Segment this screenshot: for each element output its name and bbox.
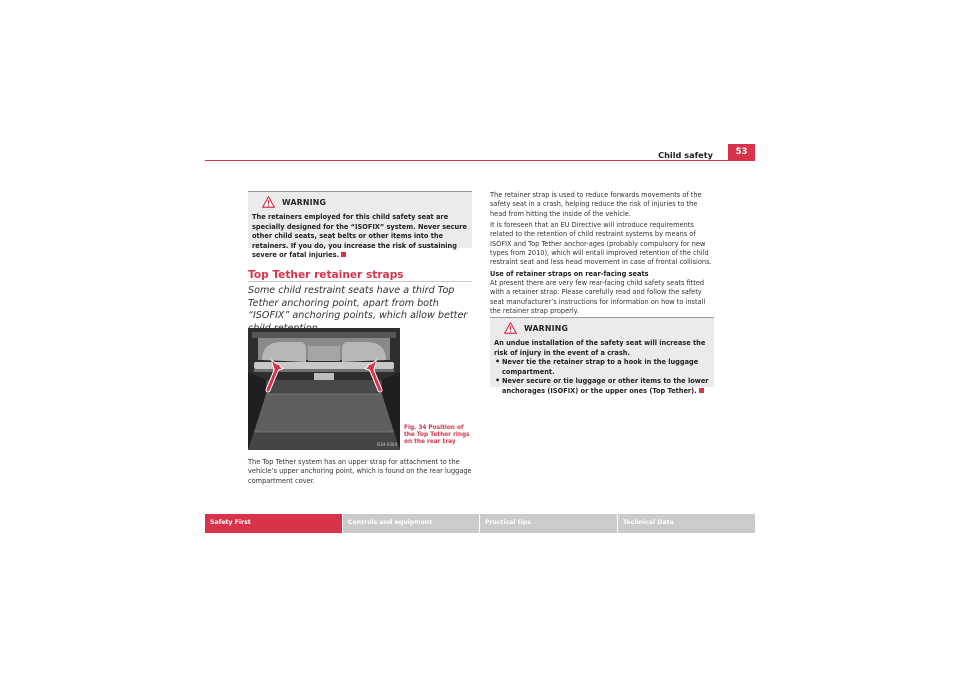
warning-intro: An undue installation of the safety seat will increase the risk of injury in the event of a crash. (494, 339, 706, 357)
warning-bullet (494, 377, 709, 396)
warning-bullet-text: Never secure or tie luggage or other items to the lower anchorages (ISOFIX) or the upper ones (Top Tether). (502, 377, 709, 395)
warning-bullet-text: Never tie the retainer strap to a hook in the luggage compartment. (502, 358, 699, 376)
warning-bullet-list (494, 358, 709, 396)
warning-box-right (490, 317, 714, 395)
section-rule (248, 281, 472, 282)
warning-title: WARNING (524, 323, 569, 333)
warning-box-top (248, 191, 472, 260)
warning-header (248, 192, 472, 212)
section-heading: Top Tether retainer straps (248, 269, 404, 281)
header-rule (205, 160, 755, 161)
luggage-compartment-illustration (248, 328, 400, 450)
subsection-text: At present there are very few rear-facing child safety seats fitted with a retainer strap. Please carefully read and follow the safety seat manufacturer’s instructions for information on how to install the retainer strap properly. (490, 279, 706, 315)
footer-tab-practical-tips[interactable]: Practical tips (480, 514, 617, 533)
footer-tab-technical-data[interactable]: Technical Data (618, 514, 755, 533)
warning-header (490, 318, 714, 338)
right-paragraph-1: The retainer strap is used to reduce forwards movements of the safety seat in a crash, helping reduce the risk of injuries to the head from hitting the inside of the vehicle. (490, 191, 702, 218)
warning-text: The retainers employed for this child safety seat are specially designed for the “ISOFIX” system. Never secure other child seats, seat belts or other items into the retainers. If you do, you increase the risk of sustaining severe or fatal injuries. (252, 213, 467, 260)
right-column (490, 191, 714, 318)
figure-caption: Fig. 34 Position of the Top Tether rings on the rear tray (404, 425, 470, 446)
section-intro: Some child restraint seats have a third Top Tether anchoring point, apart from both “ISOFIX” anchoring points, which allow better (248, 285, 468, 322)
warning-bullet (494, 358, 709, 377)
warning-triangle-icon (262, 196, 275, 208)
page-number: 53 (728, 144, 755, 160)
footer-tab-controls-and-equipment[interactable]: Controls and equipment (343, 514, 479, 533)
end-of-section-marker (341, 252, 346, 257)
warning-body (248, 212, 472, 265)
warning-triangle-icon (504, 322, 517, 334)
figure-code: B1H-0304 (377, 442, 397, 447)
warning-title: WARNING (282, 197, 327, 207)
right-paragraph-2: It is foreseen that an EU Directive will introduce requirements related to the retention of child restraint systems by means of ISOFIX and Top Tether anchor-ages (probably compulsory for new types from 2010), which will entail improved retention of the child restraint seat and less head movement in case of frontal collisions. (490, 221, 712, 267)
footer-tab-safety-first[interactable]: Safety First (205, 514, 342, 533)
page-title: Child safety (658, 150, 713, 160)
left-body-text: The Top Tether system has an upper strap for attachment to the vehicle’s upper anchoring point, which is found on the rear luggage compartment cover. (248, 458, 472, 485)
subsection-heading: Use of retainer straps on rear-facing seats (490, 269, 649, 278)
warning-body (490, 338, 714, 401)
end-of-section-marker (699, 388, 704, 393)
figure-photo (248, 328, 400, 450)
